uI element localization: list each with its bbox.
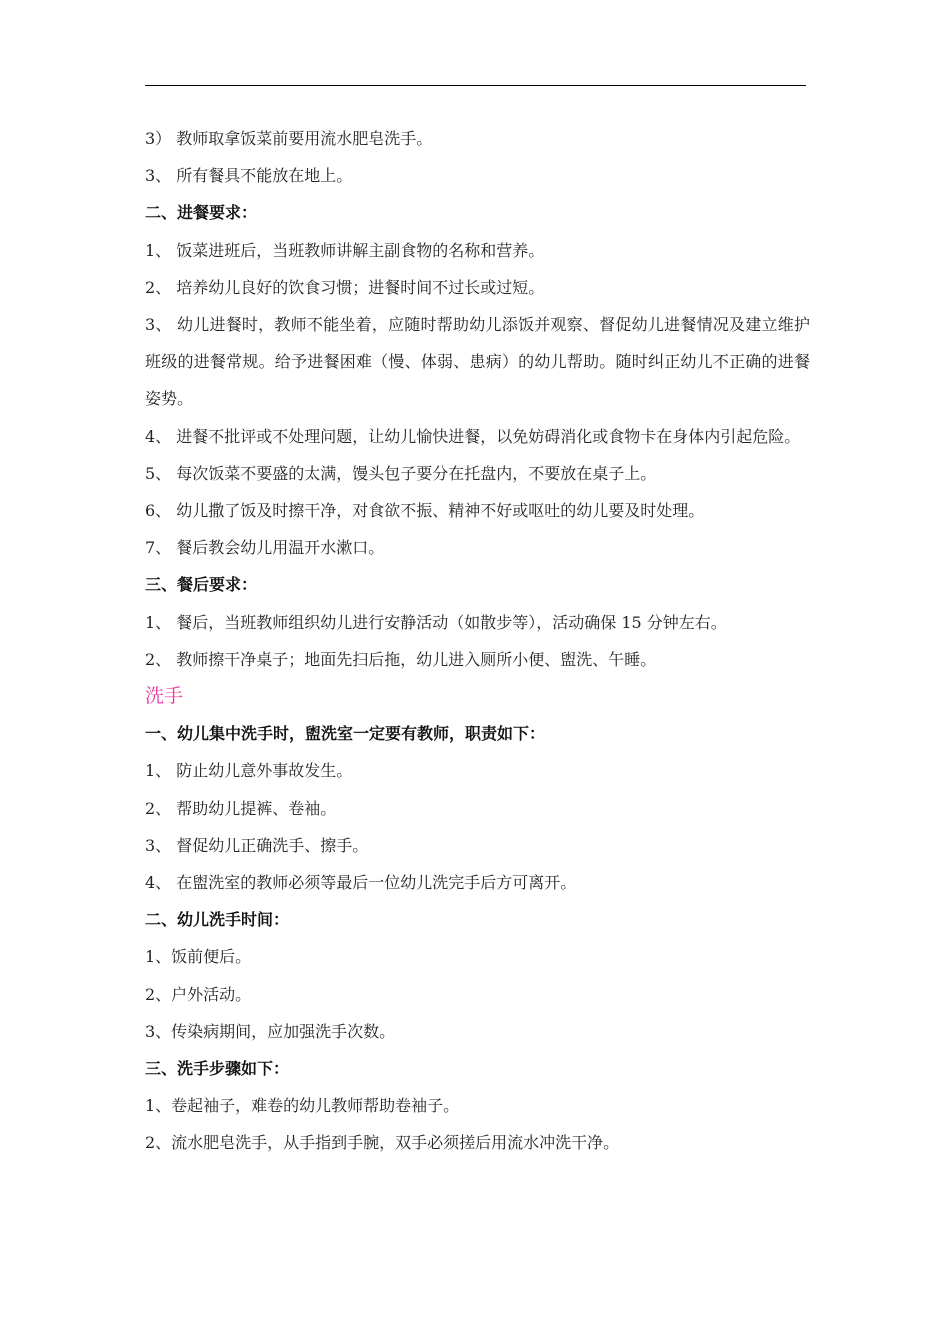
after-meal-item-1: 1、 餐后，当班教师组织幼儿进行安静活动（如散步等），活动确保 15 分钟左右。: [145, 612, 727, 632]
handwash-steps-heading: 三、洗手步骤如下：: [145, 1059, 290, 1079]
meal-prep-item-3b: 3、 所有餐具不能放在地上。: [145, 166, 353, 186]
after-meal-heading: 三、餐后要求：: [145, 575, 258, 595]
eating-item-6: 6、 幼儿撒了饭及时擦干净，对食欲不振、精神不好或呕吐的幼儿要及时处理。: [145, 501, 705, 521]
handwash-time-item-1: 1、饭前便后。: [145, 947, 252, 967]
after-meal-item-2: 2、 教师擦干净桌子；地面先扫后拖，幼儿进入厕所小便、盥洗、午睡。: [145, 649, 657, 669]
eating-heading: 二、进餐要求：: [145, 203, 258, 223]
eating-item-4: 4、 进餐不批评或不处理问题，让幼儿愉快进餐，以免妨碍消化或食物卡在身体内引起危险。: [145, 426, 801, 446]
handwash-section-title: 洗手: [145, 685, 184, 708]
handwash-duty-item-1: 1、 防止幼儿意外事故发生。: [145, 761, 353, 781]
handwash-duty-item-3: 3、 督促幼儿正确洗手、擦手。: [145, 835, 369, 855]
header-rule: [145, 85, 806, 86]
handwash-step-2: 2、流水肥皂洗手，从手指到手腕，双手必须搓后用流水冲洗干净。: [145, 1133, 620, 1153]
handwash-step-1: 1、卷起袖子，难卷的幼儿教师帮助卷袖子。: [145, 1096, 460, 1116]
eating-item-5: 5、 每次饭菜不要盛的太满，馒头包子要分在托盘内，不要放在桌子上。: [145, 463, 657, 483]
handwash-duty-item-4: 4、 在盥洗室的教师必须等最后一位幼儿洗完手后方可离开。: [145, 873, 577, 893]
handwash-duty-heading: 一、幼儿集中洗手时，盥洗室一定要有教师，职责如下：: [145, 724, 546, 744]
document-body: [145, 120, 810, 1162]
eating-item-1: 1、 饭菜进班后，当班教师讲解主副食物的名称和营养。: [145, 240, 545, 260]
eating-item-2: 2、 培养幼儿良好的饮食习惯；进餐时间不过长或过短。: [145, 277, 545, 297]
eating-item-3: 3、 幼儿进餐时，教师不能坐着，应随时帮助幼儿添饭并观察、督促幼儿进餐情况及建立维护班级的进餐常规。给予进餐困难（慢、体弱、患病）的幼儿帮助。随时纠正幼儿不正确的进餐姿势。: [145, 315, 810, 409]
handwash-duty-item-2: 2、 帮助幼儿提裤、卷袖。: [145, 798, 337, 818]
eating-item-7: 7、 餐后教会幼儿用温开水漱口。: [145, 538, 385, 558]
handwash-time-heading: 二、幼儿洗手时间：: [145, 910, 290, 930]
meal-prep-item-3a: 3） 教师取拿饭菜前要用流水肥皂洗手。: [145, 129, 433, 148]
handwash-time-item-3: 3、传染病期间，应加强洗手次数。: [145, 1021, 396, 1041]
handwash-time-item-2: 2、户外活动。: [145, 984, 252, 1004]
